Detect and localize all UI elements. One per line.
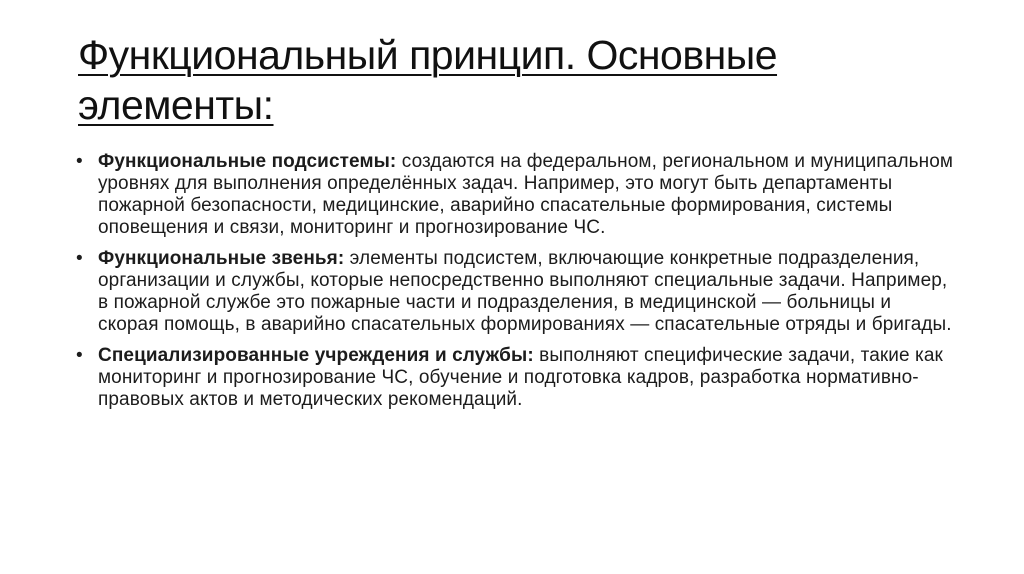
bullet-dot-icon: •	[76, 345, 83, 366]
bullet-item-institutions	[74, 345, 954, 411]
bullet-item-subsystems	[74, 151, 954, 239]
bullet-term: Специализированные учреждения и службы:	[98, 345, 534, 366]
bullet-item-units	[74, 248, 954, 336]
bullet-term: Функциональные подсистемы:	[98, 151, 397, 172]
bullet-term: Функциональные звенья:	[98, 248, 345, 269]
bullet-dot-icon: •	[76, 151, 83, 172]
bullet-dot-icon: •	[76, 248, 83, 269]
bullet-text: элементы подсистем, включающие конкретные подразделения, организации и службы, которые непосредственно выполняют специальные задачи. Например, в пожарной службе это пожарные части и подразделения, в медицинской — больницы и скорая помощь, в аварийно спасательных формированиях — спасательные отряды и бригады.	[98, 248, 952, 335]
bullet-text: выполняют специфические задачи, такие как мониторинг и прогнозирование ЧС, обучение и подготовка кадров, разработка нормативно-правовых актов и методических рекомендаций.	[98, 345, 943, 410]
slide-title: Функциональный принцип. Основные элементы:	[78, 32, 778, 128]
bullet-list	[74, 151, 954, 420]
bullet-text: создаются на федеральном, региональном и муниципальном уровнях для выполнения определённых задач. Например, это могут быть департаменты пожарной безопасности, медицинские, аварийно спасательные формирования, системы оповещения и связи, мониторинг и прогнозирование ЧС.	[98, 151, 954, 238]
